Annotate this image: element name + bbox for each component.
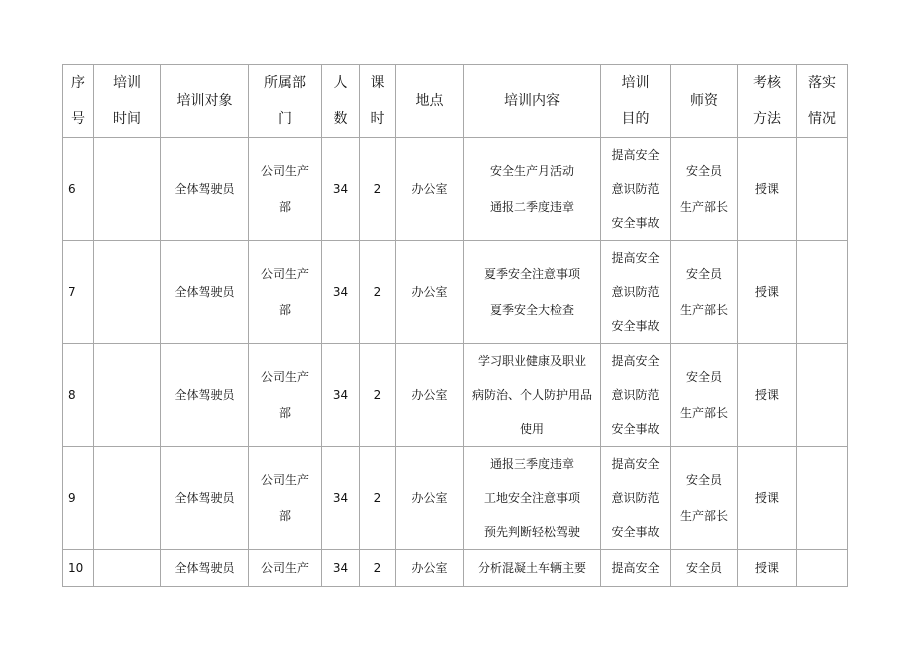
header-text: 人 xyxy=(333,75,348,91)
cell-count: 34 xyxy=(322,550,360,587)
cell-line: 通报三季度违章 xyxy=(489,457,574,471)
cell-teacher xyxy=(671,138,738,241)
header-target: 培训对象 xyxy=(161,65,249,138)
cell-hours: 2 xyxy=(360,344,396,447)
cell-dept xyxy=(249,344,322,447)
header-count xyxy=(322,65,360,138)
cell-line: 部 xyxy=(278,509,291,523)
cell-status xyxy=(797,138,848,241)
cell-line: 安全员 xyxy=(685,267,722,281)
cell-content xyxy=(464,241,601,344)
training-plan-table xyxy=(62,64,848,587)
table-row xyxy=(63,138,848,241)
cell-status xyxy=(797,447,848,550)
cell-time xyxy=(94,138,161,241)
cell-hours: 2 xyxy=(360,138,396,241)
cell-line: 安全员 xyxy=(685,370,722,384)
cell-purpose: 提高安全 xyxy=(601,550,671,587)
cell-place: 办公室 xyxy=(396,138,464,241)
cell-line: 部 xyxy=(278,303,291,317)
cell-method: 授课 xyxy=(738,138,797,241)
cell-line: 安全事故 xyxy=(611,525,660,539)
header-text: 所属部 xyxy=(264,75,306,91)
cell-line: 学习职业健康及职业 xyxy=(477,354,586,368)
table-header-row xyxy=(63,65,848,138)
cell-line: 提高安全 xyxy=(611,354,660,368)
header-time xyxy=(94,65,161,138)
cell-teacher xyxy=(671,447,738,550)
cell-teacher xyxy=(671,241,738,344)
cell-line: 公司生产 xyxy=(260,267,309,281)
table-row xyxy=(63,344,848,447)
cell-dept: 公司生产 xyxy=(249,550,322,587)
cell-dept xyxy=(249,447,322,550)
cell-content xyxy=(464,447,601,550)
cell-place: 办公室 xyxy=(396,447,464,550)
cell-line: 公司生产 xyxy=(260,473,309,487)
cell-line: 生产部长 xyxy=(679,200,728,214)
cell-line: 部 xyxy=(278,200,291,214)
cell-purpose xyxy=(601,344,671,447)
table-row xyxy=(63,550,848,587)
header-no xyxy=(63,65,94,138)
cell-place: 办公室 xyxy=(396,344,464,447)
cell-line: 安全员 xyxy=(685,164,722,178)
cell-place: 办公室 xyxy=(396,550,464,587)
header-text: 课 xyxy=(370,75,385,91)
cell-line: 公司生产 xyxy=(260,164,309,178)
header-text: 时间 xyxy=(113,111,141,127)
table-row xyxy=(63,447,848,550)
cell-line: 通报二季度违章 xyxy=(489,200,574,214)
cell-line: 工地安全注意事项 xyxy=(483,491,580,505)
header-content: 培训内容 xyxy=(464,65,601,138)
cell-count: 34 xyxy=(322,138,360,241)
cell-line: 病防治、个人防护用品 xyxy=(471,388,592,402)
cell-hours: 2 xyxy=(360,241,396,344)
cell-line: 生产部长 xyxy=(679,406,728,420)
header-text: 情况 xyxy=(808,111,836,127)
cell-status xyxy=(797,550,848,587)
cell-no: 9 xyxy=(63,447,94,550)
cell-line: 夏季安全注意事项 xyxy=(483,267,580,281)
cell-line: 安全生产月活动 xyxy=(489,164,574,178)
cell-time xyxy=(94,241,161,344)
cell-method: 授课 xyxy=(738,241,797,344)
cell-time xyxy=(94,447,161,550)
cell-target: 全体驾驶员 xyxy=(161,447,249,550)
cell-line: 使用 xyxy=(519,422,544,436)
cell-purpose xyxy=(601,447,671,550)
header-status xyxy=(797,65,848,138)
cell-time xyxy=(94,344,161,447)
cell-line: 意识防范 xyxy=(611,388,660,402)
header-hours xyxy=(360,65,396,138)
cell-status xyxy=(797,241,848,344)
cell-purpose xyxy=(601,241,671,344)
cell-no: 8 xyxy=(63,344,94,447)
header-dept xyxy=(249,65,322,138)
cell-line: 安全事故 xyxy=(611,319,660,333)
cell-target: 全体驾驶员 xyxy=(161,344,249,447)
cell-status xyxy=(797,344,848,447)
cell-content xyxy=(464,138,601,241)
cell-line: 夏季安全大检查 xyxy=(489,303,574,317)
header-text: 落实 xyxy=(808,75,836,91)
cell-target: 全体驾驶员 xyxy=(161,241,249,344)
cell-line: 提高安全 xyxy=(611,457,660,471)
cell-hours: 2 xyxy=(360,447,396,550)
cell-line: 安全员 xyxy=(685,473,722,487)
header-text: 数 xyxy=(333,111,348,127)
cell-line: 提高安全 xyxy=(611,251,660,265)
cell-method: 授课 xyxy=(738,550,797,587)
header-text: 考核 xyxy=(753,75,781,91)
cell-dept xyxy=(249,241,322,344)
cell-line: 意识防范 xyxy=(611,491,660,505)
header-text: 目的 xyxy=(621,111,650,127)
cell-line: 安全事故 xyxy=(611,422,660,436)
cell-target: 全体驾驶员 xyxy=(161,138,249,241)
header-text: 门 xyxy=(278,111,292,127)
header-text: 培训 xyxy=(113,75,141,91)
cell-teacher: 安全员 xyxy=(671,550,738,587)
cell-teacher xyxy=(671,344,738,447)
cell-count: 34 xyxy=(322,241,360,344)
header-text: 方法 xyxy=(753,111,781,127)
cell-line: 意识防范 xyxy=(611,285,660,299)
cell-line: 提高安全 xyxy=(611,148,660,162)
header-purpose xyxy=(601,65,671,138)
cell-no: 10 xyxy=(63,550,94,587)
cell-line: 公司生产 xyxy=(260,370,309,384)
cell-line: 预先判断轻松驾驶 xyxy=(483,525,580,539)
header-place: 地点 xyxy=(396,65,464,138)
cell-method: 授课 xyxy=(738,344,797,447)
cell-line: 部 xyxy=(278,406,291,420)
header-text: 时 xyxy=(370,111,385,127)
cell-dept xyxy=(249,138,322,241)
cell-time xyxy=(94,550,161,587)
cell-hours: 2 xyxy=(360,550,396,587)
cell-count: 34 xyxy=(322,447,360,550)
cell-line: 生产部长 xyxy=(679,509,728,523)
cell-method: 授课 xyxy=(738,447,797,550)
header-text: 培训 xyxy=(621,75,650,91)
cell-target: 全体驾驶员 xyxy=(161,550,249,587)
header-text: 序 xyxy=(71,75,85,91)
header-teacher: 师资 xyxy=(671,65,738,138)
cell-line: 生产部长 xyxy=(679,303,728,317)
cell-count: 34 xyxy=(322,344,360,447)
cell-purpose xyxy=(601,138,671,241)
cell-no: 6 xyxy=(63,138,94,241)
cell-line: 安全事故 xyxy=(611,216,660,230)
table-row xyxy=(63,241,848,344)
cell-line: 意识防范 xyxy=(611,182,660,196)
header-method xyxy=(738,65,797,138)
cell-content xyxy=(464,344,601,447)
header-text: 号 xyxy=(71,111,85,127)
cell-place: 办公室 xyxy=(396,241,464,344)
cell-no: 7 xyxy=(63,241,94,344)
cell-content: 分析混凝土车辆主要 xyxy=(464,550,601,587)
